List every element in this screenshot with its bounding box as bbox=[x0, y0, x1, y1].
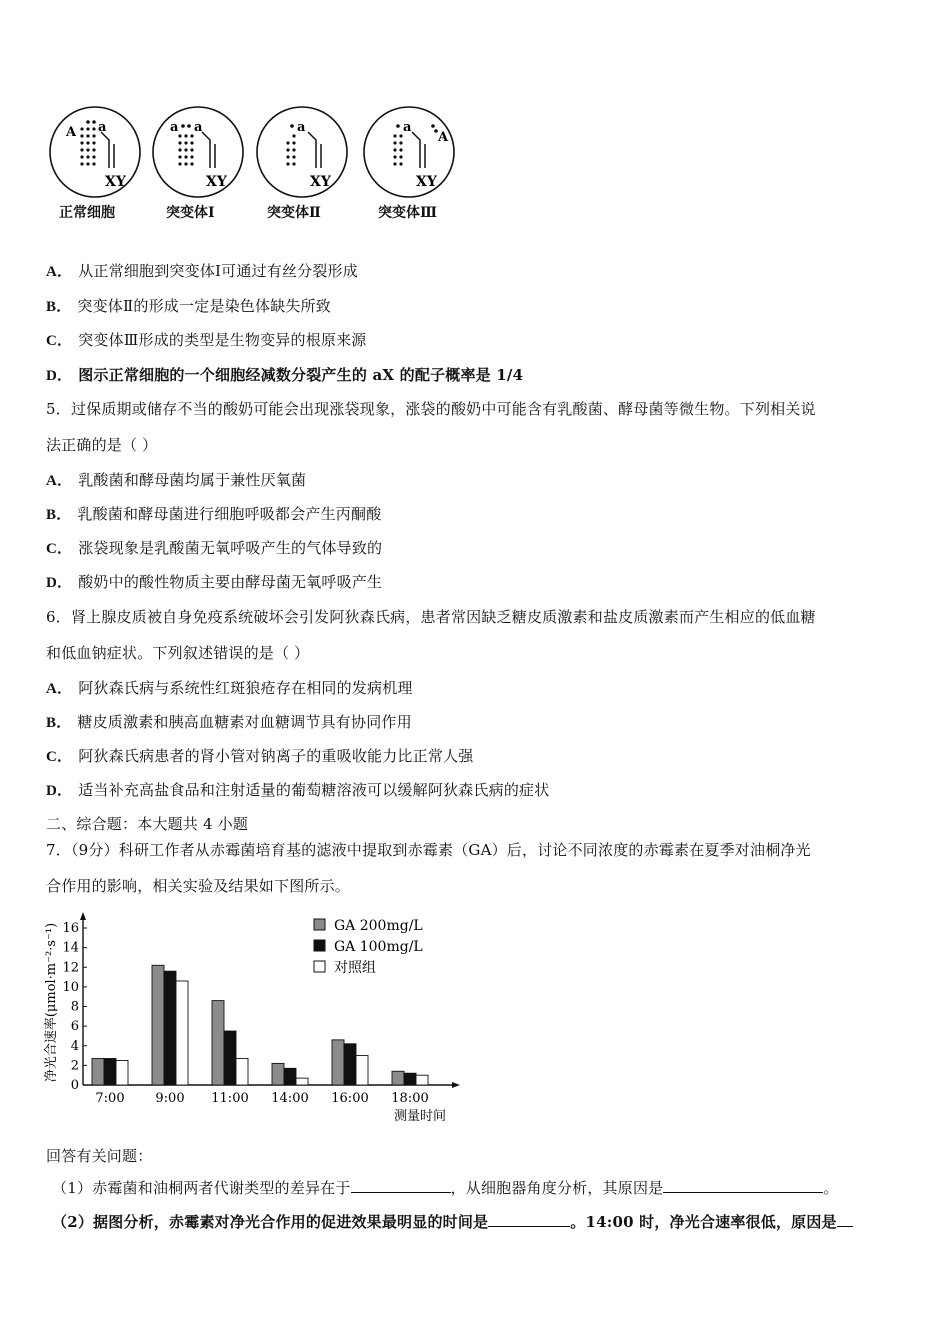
option-letter: D． bbox=[46, 783, 73, 799]
x-tick-label: 7:00 bbox=[95, 1091, 125, 1106]
option-letter: A． bbox=[46, 681, 73, 697]
sex-chromosome-label: XY bbox=[206, 174, 227, 190]
cell-caption-mutant-3: 突变体Ⅲ bbox=[378, 205, 438, 221]
option-text: 突变体Ⅲ形成的类型是生物变异的根原来源 bbox=[78, 331, 367, 349]
gene-label-left: a bbox=[297, 120, 306, 135]
bar bbox=[272, 1063, 284, 1085]
bar bbox=[176, 981, 188, 1085]
option-letter: A． bbox=[46, 264, 73, 280]
net-photosynthesis-bar-chart bbox=[40, 902, 470, 1127]
option-text: 乳酸菌和酵母菌进行细胞呼吸都会产生丙酮酸 bbox=[77, 505, 382, 523]
cell-mutant-2-graphic bbox=[254, 104, 350, 200]
option-letter: C． bbox=[46, 749, 73, 765]
legend-label: GA 100mg/L bbox=[334, 939, 423, 955]
sex-chromosome-label: XY bbox=[310, 174, 331, 190]
option-text: 乳酸菌和酵母菌均属于兼性厌氧菌 bbox=[78, 471, 307, 489]
q5-option-c bbox=[46, 537, 382, 558]
gene-label-left: a bbox=[170, 120, 179, 135]
q7-sub1-part-c: 。 bbox=[823, 1179, 839, 1197]
x-tick-label: 11:00 bbox=[211, 1091, 249, 1106]
bar bbox=[392, 1071, 404, 1085]
q6-stem-line1: 6．肾上腺皮质被自身免疫系统破坏会引发阿狄森氏病，患者常因缺乏糖皮质激素和盐皮质激素而产生相应的低血糖 bbox=[46, 608, 816, 626]
legend-label: 对照组 bbox=[334, 960, 376, 976]
cell-caption-normal: 正常细胞 bbox=[59, 205, 115, 221]
q7-stem-line1: 7．（9分）科研工作者从赤霉菌培育基的滤液中提取到赤霉素（GA）后，讨论不同浓度的赤霉素在夏季对油桐净光 bbox=[46, 841, 811, 859]
q4-option-c bbox=[46, 329, 367, 350]
cell-caption-mutant-2: 突变体Ⅱ bbox=[267, 205, 321, 221]
x-tick-label: 9:00 bbox=[155, 1091, 185, 1106]
option-letter: B． bbox=[46, 299, 72, 315]
q5-stem-line1: 5．过保质期或储存不当的酸奶可能会出现涨袋现象，涨袋的酸奶中可能含有乳酸菌、酵母菌等微生物。下列相关说 bbox=[46, 400, 816, 418]
gene-label-right: A bbox=[438, 130, 449, 145]
bar bbox=[284, 1068, 296, 1085]
bar bbox=[332, 1040, 344, 1085]
answer-blank-1[interactable] bbox=[351, 1178, 451, 1193]
q5-option-b bbox=[46, 503, 381, 524]
bar bbox=[404, 1073, 416, 1085]
q7-sub2-part-b: 。14:00 时，净光合速率很低，原因是 bbox=[570, 1213, 837, 1231]
q6-option-a bbox=[46, 677, 413, 698]
legend-label: GA 200mg/L bbox=[334, 918, 423, 934]
bar bbox=[164, 971, 176, 1085]
x-axis-label: 测量时间 bbox=[393, 1109, 446, 1124]
option-text: 糖皮质激素和胰高血糖素对血糖调节具有协同作用 bbox=[77, 713, 412, 731]
q7-sub1-part-b: ，从细胞器角度分析，其原因是 bbox=[450, 1179, 664, 1197]
gene-label-left: A bbox=[66, 125, 77, 140]
option-letter: B． bbox=[46, 715, 72, 731]
q6-option-b bbox=[46, 711, 412, 732]
q7-stem-line2: 合作用的影响，相关实验及结果如下图所示。 bbox=[46, 877, 351, 895]
answer-blank-2[interactable] bbox=[663, 1178, 823, 1193]
y-tick-label: 4 bbox=[70, 1038, 79, 1054]
cell-caption-mutant-1: 突变体Ⅰ bbox=[166, 205, 215, 221]
y-tick-label: 10 bbox=[62, 979, 79, 995]
bar bbox=[224, 1031, 236, 1085]
legend-swatch bbox=[314, 940, 325, 951]
q4-option-d bbox=[46, 364, 523, 385]
q7-sub1-part-a: （1）赤霉菌和油桐两者代谢类型的差异在于 bbox=[52, 1179, 351, 1197]
x-tick-label: 18:00 bbox=[391, 1091, 429, 1106]
y-tick-label: 0 bbox=[70, 1078, 79, 1093]
option-text: 突变体Ⅱ的形成一定是染色体缺失所致 bbox=[77, 297, 332, 315]
bar bbox=[116, 1060, 128, 1085]
option-letter: B． bbox=[46, 507, 72, 523]
option-text: 涨袋现象是乳酸菌无氧呼吸产生的气体导致的 bbox=[78, 539, 383, 557]
cell-normal-graphic bbox=[47, 104, 143, 200]
q4-option-a bbox=[46, 260, 358, 281]
q7-sub2-part-a: （2）据图分析，赤霉素对净光合作用的促进效果最明显的时间是 bbox=[52, 1213, 489, 1231]
y-tick-label: 2 bbox=[70, 1058, 79, 1074]
y-tick-label: 6 bbox=[70, 1019, 79, 1035]
option-text: 阿狄森氏病与系统性红斑狼疮存在相同的发病机理 bbox=[78, 679, 413, 697]
cell-mutant-1-graphic bbox=[150, 104, 246, 200]
svg-text:a: a bbox=[194, 120, 203, 135]
x-tick-label: 16:00 bbox=[331, 1091, 369, 1106]
cell-diagram-mutant-3 bbox=[361, 104, 457, 204]
option-letter: C． bbox=[46, 541, 73, 557]
option-letter: C． bbox=[46, 333, 73, 349]
bar bbox=[152, 965, 164, 1085]
bar bbox=[104, 1059, 116, 1085]
y-tick-label: 8 bbox=[70, 999, 79, 1015]
cell-diagram-normal bbox=[47, 104, 143, 204]
q6-option-d bbox=[46, 779, 549, 800]
answer-blank-4[interactable] bbox=[837, 1212, 853, 1227]
answer-blank-3[interactable] bbox=[488, 1212, 570, 1227]
svg-text:a: a bbox=[98, 120, 107, 135]
bar bbox=[212, 1001, 224, 1085]
bar bbox=[356, 1056, 368, 1085]
cell-diagram-mutant-1 bbox=[150, 104, 246, 204]
legend-swatch bbox=[314, 961, 325, 972]
y-tick-label: 14 bbox=[62, 940, 79, 956]
section-heading: 二、综合题：本大题共 4 小题 bbox=[46, 815, 249, 833]
cell-diagram-mutant-2 bbox=[254, 104, 350, 204]
q7-answer-intro: 回答有关问题： bbox=[46, 1147, 153, 1165]
q5-option-a bbox=[46, 469, 306, 490]
option-letter: D． bbox=[46, 575, 73, 591]
q5-stem-line2: 法正确的是（ ） bbox=[46, 436, 158, 454]
q6-stem-line2: 和低血钠症状。下列叙述错误的是（ ） bbox=[46, 644, 310, 662]
x-tick-label: 14:00 bbox=[271, 1091, 309, 1106]
y-tick-label: 16 bbox=[62, 921, 79, 936]
option-text: 阿狄森氏病患者的肾小管对钠离子的重吸收能力比正常人强 bbox=[78, 747, 474, 765]
option-text: 图示正常细胞的一个细胞经减数分裂产生的 aX 的配子概率是 1/4 bbox=[78, 366, 524, 384]
sex-chromosome-label: XY bbox=[416, 174, 437, 190]
q7-sub2 bbox=[52, 1211, 853, 1232]
bar bbox=[92, 1059, 104, 1085]
y-axis-arrow bbox=[80, 912, 86, 920]
option-text: 适当补充高盐食品和注射适量的葡萄糖溶液可以缓解阿狄森氏病的症状 bbox=[78, 781, 550, 799]
cell-mutant-3-graphic bbox=[361, 104, 457, 200]
y-tick-label: 12 bbox=[62, 960, 79, 976]
x-axis-arrow bbox=[452, 1082, 460, 1088]
gene-label-left: a bbox=[403, 120, 412, 135]
bar bbox=[416, 1075, 428, 1085]
q4-option-b bbox=[46, 295, 331, 316]
q6-option-c bbox=[46, 745, 473, 766]
option-text: 从正常细胞到突变体Ⅰ可通过有丝分裂形成 bbox=[78, 262, 358, 280]
y-axis-label: 净光合速率(μmol·m⁻²·s⁻¹) bbox=[44, 922, 59, 1083]
q5-option-d bbox=[46, 571, 382, 592]
option-letter: A． bbox=[46, 473, 73, 489]
option-text: 酸奶中的酸性物质主要由酵母菌无氧呼吸产生 bbox=[78, 573, 383, 591]
legend-swatch bbox=[314, 919, 325, 930]
bar bbox=[344, 1044, 356, 1085]
sex-chromosome-label: XY bbox=[105, 174, 126, 190]
bar bbox=[236, 1059, 248, 1085]
option-letter: D． bbox=[46, 368, 73, 384]
q7-sub1 bbox=[52, 1177, 839, 1198]
bar bbox=[296, 1078, 308, 1085]
